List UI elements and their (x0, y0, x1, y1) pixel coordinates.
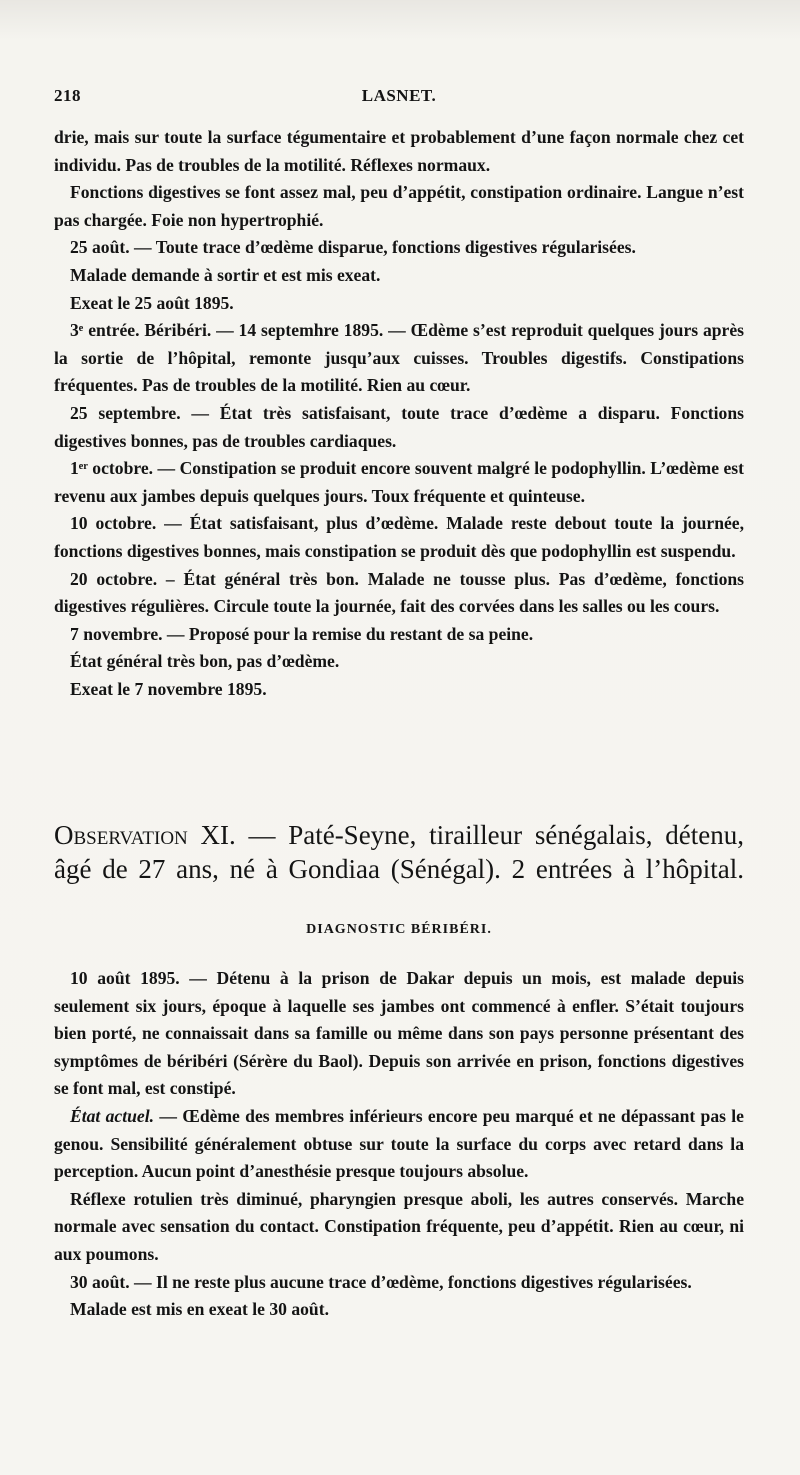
paragraph: Malade est mis en exeat le 30 août. (70, 1299, 329, 1320)
paragraph: Fonctions digestives se font assez mal, peu d’appétit, constipation ordinaire. Langue n’est pas chargée. Foie non hypertrophié. (54, 182, 744, 230)
paragraph: 10 octobre. — État satisfaisant, plus d’œdème. Malade reste debout toute la journée, fonctions digestives bonnes, mais constipation se produit dès que podophyllin est suspendu. (54, 513, 744, 561)
paragraph: Exeat le 7 novembre 1895. (70, 678, 267, 699)
paragraph: 3ᵉ entrée. Béribéri. — 14 septemhre 1895. — Œdème s’est reproduit quelques jours après la sortie de l’hôpital, remonte jusqu’aux cuisses. Troubles digestifs. Constipations fréquentes. Pas de troubles de la motilité. Rien au cœur. (54, 320, 744, 396)
paragraph: Exeat le 25 août 1895. (70, 292, 234, 313)
paragraph-label: État actuel. (70, 1105, 154, 1126)
observation-line-1 (54, 818, 744, 852)
paragraph: 30 août. — Il ne reste plus aucune trace d’œdème, fonctions digestives régularisées. (70, 1271, 692, 1292)
running-title: LASNET. (361, 86, 437, 105)
page-number: 218 (54, 86, 81, 105)
diagnosis-heading: DIAGNOSTIC BÉRIBÉRI. (306, 922, 492, 937)
paragraph: 25 août. — Toute trace d’œdème disparue, fonctions digestives régularisées. (70, 237, 636, 258)
case-notes (54, 965, 744, 1324)
paragraph: Malade demande à sortir et est mis exeat. (70, 264, 381, 285)
paragraph: 20 octobre. – État général très bon. Malade ne tousse plus. Pas d’œdème, fonctions digestives régulières. Circule toute la journée, fait des corvées dans les salles ou les cours. (54, 568, 744, 617)
observation-heading (54, 818, 744, 886)
observation-title: — Paté-Seyne, tirailleur sénégalais, détenu, (235, 820, 744, 850)
paragraph: 1ᵉʳ octobre. — Constipation se produit encore souvent malgré le podophyllin. L’œdème est revenu aux jambes depuis quelques jours. Toux fréquente et quinteuse. (54, 458, 744, 506)
paragraph: 7 novembre. — Proposé pour la remise du restant de sa peine. (70, 623, 534, 644)
paragraph: État général très bon, pas d’œdème. (70, 651, 340, 672)
paragraph-text: — Œdème des membres inférieurs encore peu marqué et ne dépassant pas le genou. Sensibilité généralement obtuse sur toute la surface du corps avec retard dans la perception. Aucun point d’anesthésie presque toujours absolue. (54, 1105, 744, 1182)
case-notes-continued (54, 124, 744, 703)
observation-line-2: âgé de 27 ans, né à Gondiaa (Sénégal). 2 entrées à l’hôpital. (54, 854, 744, 884)
paragraph: 10 août 1895. — Détenu à la prison de Dakar depuis un mois, est malade depuis seulement six jours, époque à laquelle ses jambes ont commencé à enfler. S’était toujours bien porté, ne connaissait dans sa famille ou même dans son pays personne présentant des symptômes de béribéri (Sérère du Baol). Depuis son arrivée en prison, fonctions digestives se font mal, est constipé. (54, 968, 744, 1099)
paragraph: 25 septembre. — État très satisfaisant, toute trace d’œdème a disparu. Fonctions digestives bonnes, pas de troubles cardiaques. (54, 402, 744, 451)
paragraph (54, 1103, 744, 1186)
observation-label: Observation XI. (54, 820, 236, 850)
page-header (54, 86, 744, 110)
paragraph: drie, mais sur toute la surface tégumentaire et probablement d’une façon normale chez cet individu. Pas de troubles de la motilité. Réflexes normaux. (54, 127, 744, 175)
paragraph: Réflexe rotulien très diminué, pharyngien presque aboli, les autres conservés. Marche normale avec sensation du contact. Constipation fréquente, peu d’appétit. Rien au cœur, ni aux poumons. (54, 1188, 744, 1264)
